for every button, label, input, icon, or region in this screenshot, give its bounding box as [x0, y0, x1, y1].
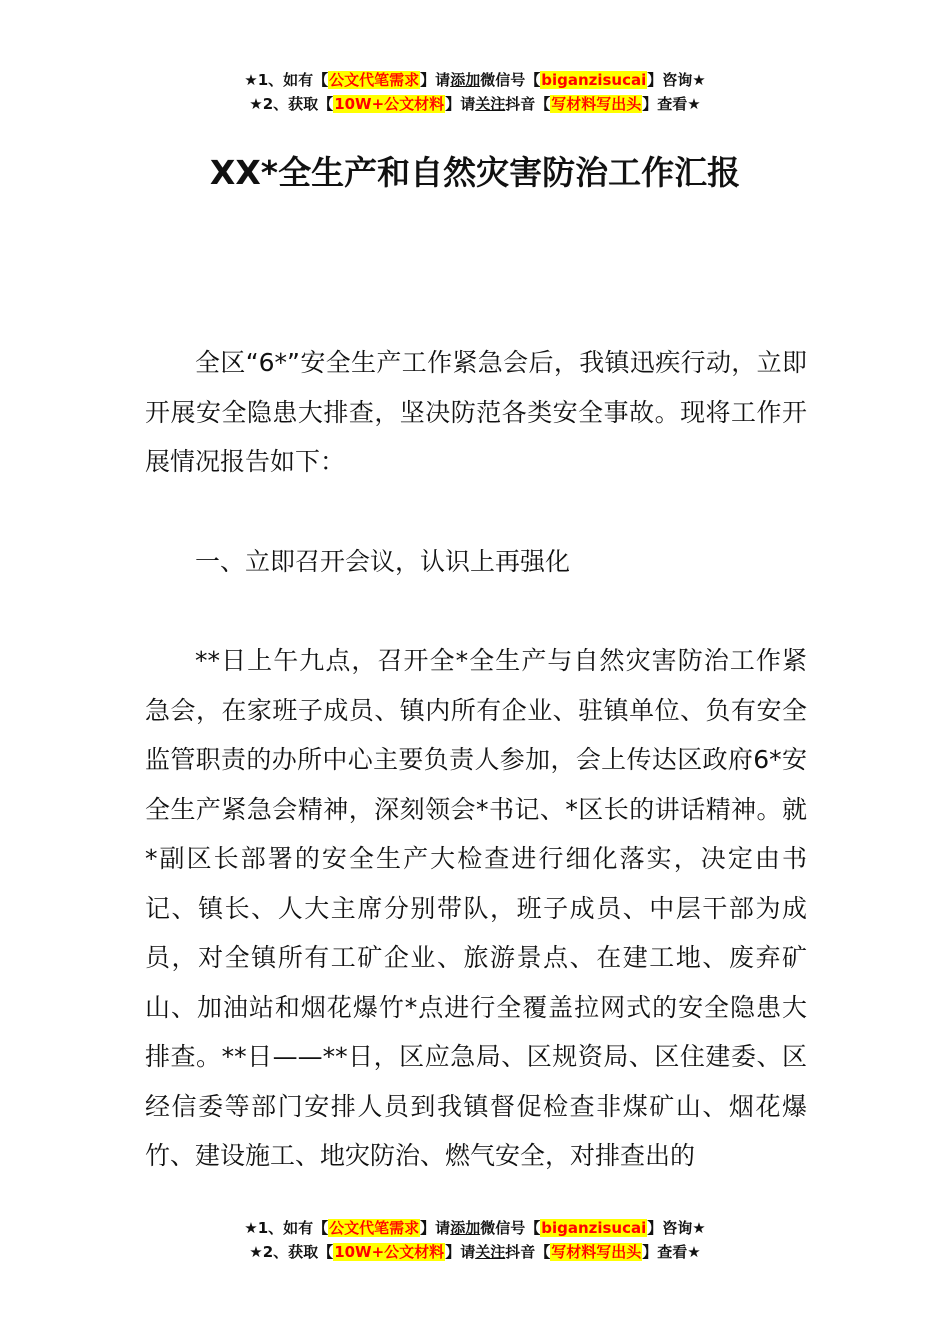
- banner-underline: 关注: [475, 1243, 506, 1261]
- body-paragraph: **日上午九点，召开全*全生产与自然灾害防治工作紧急会，在家班子成员、镇内所有企业、驻镇单位、负有安全监管职责的办所中心主要负责人参加，会上传达区政府6*安全生产紧急会精神，深刻领会*书记、*区长的讲话精神。就*副区长部署的安全生产大检查进行细化落实，决定由书记、镇长、人大主席分别带队，班子成员、中层干部为成员，对全镇所有工矿企业、旅游景点、在建工地、废弃矿山、加油站和烟花爆竹*点进行全覆盖拉网式的安全隐患大排查。**日——**日，区应急局、区规资局、区住建委、区经信委等部门安排人员到我镇督促检查非煤矿山、烟花爆竹、建设施工、地灾防治、燃气安全，对排查出的: [145, 646, 807, 1170]
- banner-underline: 添加: [450, 71, 481, 89]
- intro-paragraph: 全区“6*”安全生产工作紧急会后，我镇迅疾行动，立即开展安全隐患大排查，坚决防范各类安全事故。现将工作开展情况报告如下：: [145, 348, 807, 476]
- banner-line-2: ★2、获取【10W+公文材料】请关注抖音【写材料写出头】查看★: [249, 95, 701, 113]
- document-body: [145, 338, 807, 1181]
- banner-highlight: 10W+公文材料: [334, 95, 445, 113]
- banner-line-1: ★1、如有【公文代笔需求】请添加微信号【biganzisucai】咨询★: [244, 71, 706, 89]
- banner-line-1: ★1、如有【公文代笔需求】请添加微信号【biganzisucai】咨询★: [244, 1219, 706, 1237]
- banner-highlight: 公文代笔需求: [329, 1219, 420, 1237]
- banner-line-2: ★2、获取【10W+公文材料】请关注抖音【写材料写出头】查看★: [249, 1243, 701, 1261]
- header-banner: [0, 68, 950, 116]
- banner-highlight: 10W+公文材料: [334, 1243, 445, 1261]
- banner-highlight: 公文代笔需求: [329, 71, 420, 89]
- banner-highlight: biganzisucai: [541, 71, 647, 89]
- footer-banner: [0, 1216, 950, 1264]
- banner-underline: 添加: [450, 1219, 481, 1237]
- document-title: XX*全生产和自然灾害防治工作汇报: [209, 153, 741, 192]
- banner-highlight: 写材料写出头: [551, 95, 642, 113]
- banner-underline: 关注: [475, 95, 506, 113]
- section-heading: 一、立即召开会议，认识上再强化: [195, 546, 571, 576]
- banner-highlight: biganzisucai: [541, 1219, 647, 1237]
- banner-highlight: 写材料写出头: [551, 1243, 642, 1261]
